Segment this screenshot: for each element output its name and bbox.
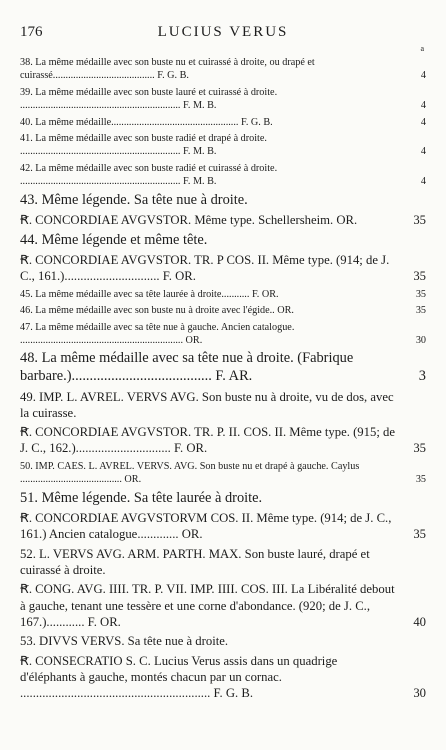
entry-value: 35 — [415, 288, 426, 300]
catalogue-entry-53-reverse — [20, 653, 426, 702]
catalogue-entry-38 — [20, 56, 426, 83]
entry-text: 47. La même médaille avec sa tête nue à gauche. Ancien catalogue. ................................................................ OR. — [20, 321, 295, 346]
entry-text: Ꞧ. CONCORDIAE AVGVSTOR. TR. P. II. COS. II. Même type. (915; de J. C., 162.).............................. F. OR. — [20, 425, 395, 456]
entry-value: 35 — [413, 527, 426, 542]
entry-text: 44. Même légende et même tête. — [20, 231, 208, 248]
entry-text: 51. Même légende. Sa tête laurée à droite. — [20, 489, 263, 506]
catalogue-entry-50 — [20, 460, 426, 487]
entry-text: Ꞧ. CONCORDIAE AVGVSTOR. Même type. Schellersheim. OR. — [20, 213, 358, 228]
catalogue-entry-43 — [20, 192, 426, 210]
entry-text: 40. La même médaille.................................................. F. G. B. — [20, 116, 273, 128]
entry-value: 4 — [420, 100, 426, 112]
page-number: 176 — [20, 24, 43, 40]
entry-value: 40 — [413, 614, 426, 629]
catalogue-entry-43-reverse — [20, 212, 426, 228]
entry-value: 30 — [413, 686, 426, 701]
entry-text: 42. La même médaille avec son buste radié et cuirassé à droite. ............................................................... F. M. B. — [20, 162, 278, 188]
catalogue-entry-49 — [20, 389, 426, 422]
catalogue-entry-49-reverse — [20, 424, 426, 457]
entry-value: 4 — [420, 116, 426, 128]
catalogue-entry-53 — [20, 633, 426, 649]
catalogue-entry-45 — [20, 288, 426, 301]
entry-text: 45. La même médaille avec sa tête laurée à droite........... F. OR. — [20, 288, 279, 300]
catalogue-entry-42 — [20, 162, 426, 189]
entry-value: 4 — [420, 146, 426, 158]
entry-text: 41. La même médaille avec son buste radié et drapé à droite. ............................................................... F. M. B. — [20, 133, 267, 158]
entry-text: 39. La même médaille avec son buste lauré et cuirassé à droite. ............................................................... F. M. B. — [20, 86, 278, 112]
entry-text: 52. L. VERVS AVG. ARM. PARTH. MAX. Son buste lauré, drapé et cuirassé à droite. — [20, 546, 370, 578]
running-title: LUCIUS VERUS — [157, 24, 289, 40]
entry-text: 48. La même médaille avec sa tête nue à droite. (Fabrique barbare.)....................................... F. AR. — [20, 350, 354, 384]
page-header — [20, 22, 426, 53]
entry-value: 35 — [415, 305, 426, 317]
corner-mark: a — [420, 44, 424, 53]
entry-value: 35 — [413, 269, 426, 284]
entry-text: 43. Même légende. Sa tête nue à droite. — [20, 191, 248, 208]
entry-text: 50. IMP. CAES. L. AVREL. VERVS. AVG. Son buste nu et drapé à gauche. Caylus ........................................ OR. — [20, 460, 360, 486]
entry-text: Ꞧ. CONG. AVG. IIII. TR. P. VII. IMP. IIII. COS. III. La Libéralité debout à gauche, tenant une tessère et une corne d'abondance. (920; de J. C., 167.)............ F. OR. — [20, 582, 395, 629]
catalogue-entry-41 — [20, 132, 426, 159]
entry-value: 30 — [415, 334, 426, 346]
entry-text: 49. IMP. L. AVREL. VERVS AVG. Son buste nu à droite, vu de dos, avec la cuirasse. — [20, 389, 394, 420]
entry-value: 35 — [415, 474, 426, 486]
catalogue-entry-39 — [20, 86, 426, 113]
entry-value: 35 — [413, 213, 426, 228]
entry-text: 38. La même médaille avec son buste nu et cuirassé à droite, ou drapé et cuirassé........................................ F. G. B. — [20, 57, 315, 82]
entry-text: Ꞧ. CONSECRATIO S. C. Lucius Verus assis dans un quadrige d'éléphants à gauche, montés chacun par un cornac. ............................................................ F. G. B. — [20, 653, 338, 701]
catalogue-entries — [20, 56, 426, 701]
entry-value: 35 — [413, 441, 426, 456]
catalogue-entry-52-reverse — [20, 581, 426, 630]
catalogue-entry-48 — [20, 350, 426, 385]
catalogue-entry-46 — [20, 304, 426, 317]
catalogue-entry-51 — [20, 490, 426, 508]
entry-text: Ꞧ. CONCORDIAE AVGVSTOR. TR. P COS. II. Même type. (914; de J. C., 161.).............................. F. OR. — [20, 253, 390, 284]
catalogue-entry-52 — [20, 546, 426, 579]
entry-value: 4 — [420, 176, 426, 188]
catalogue-entry-44-reverse — [20, 252, 426, 285]
catalogue-entry-44 — [20, 232, 426, 250]
entry-text: 46. La même médaille avec son buste nu à droite avec l'égide.. OR. — [20, 305, 294, 317]
entry-value: 4 — [420, 70, 426, 82]
catalogue-entry-47 — [20, 321, 426, 348]
catalogue-entry-40 — [20, 116, 426, 129]
entry-value: 3 — [418, 367, 426, 384]
entry-text: 53. DIVVS VERVS. Sa tête nue à droite. — [20, 634, 229, 649]
catalogue-entry-51-reverse — [20, 510, 426, 543]
entry-text: Ꞧ. CONCORDIAE AVGVSTORVM COS. II. Même type. (914; de J. C., 161.) Ancien catalogue............. OR. — [20, 511, 392, 542]
